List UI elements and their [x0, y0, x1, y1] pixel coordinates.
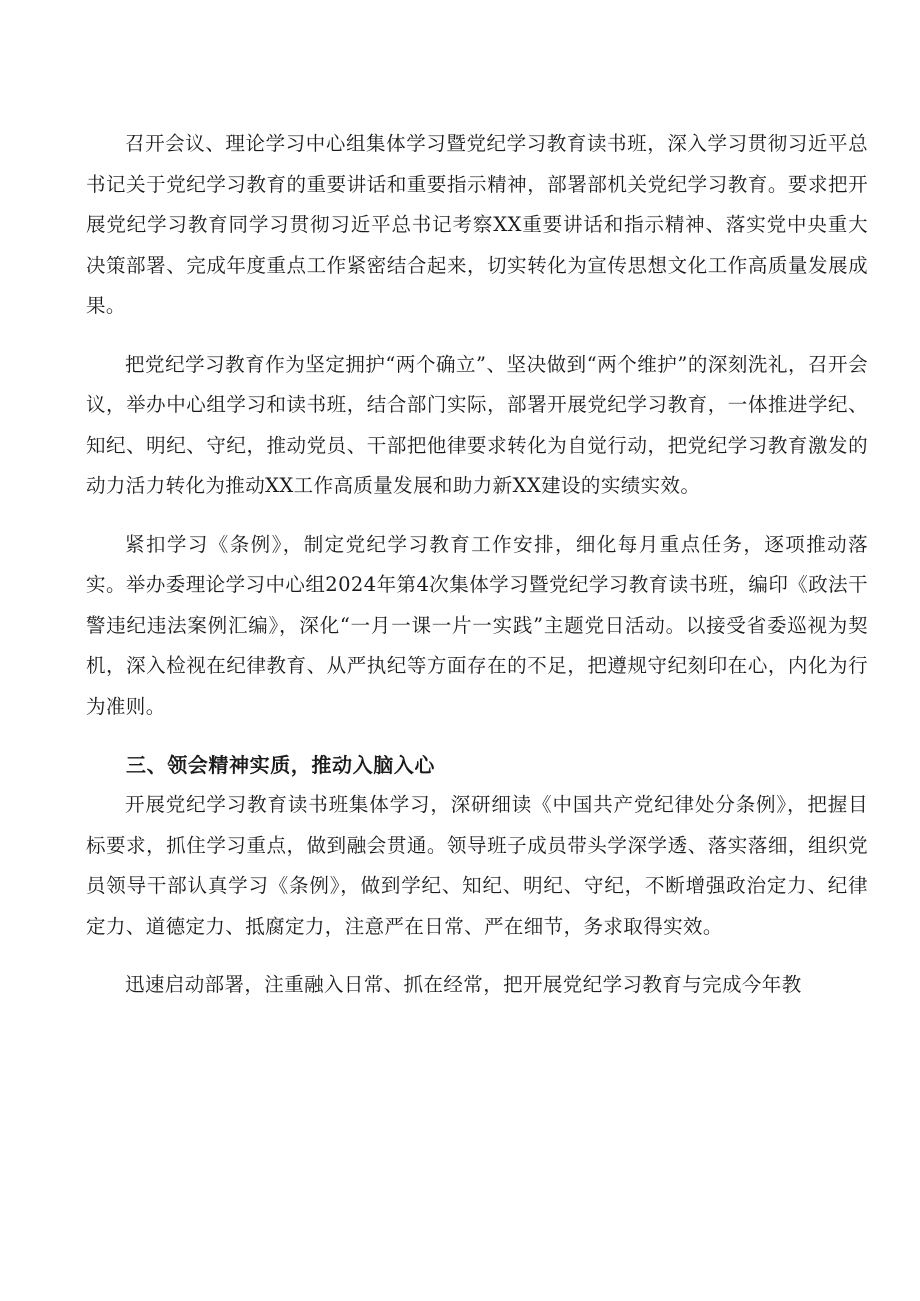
paragraph-2: 把党纪学习教育作为坚定拥护“两个确立”、坚决做到“两个维护”的深刻洗礼，召开会议，举办中心组学习和读书班，结合部门实际，部署开展党纪学习教育，一体推进学纪、知纪、明纪、守纪，推动党员、干部把他律要求转化为自觉行动，把党纪学习教育激发的动力活力转化为推动XX工作高质量发展和助力新XX建设的实绩实效。: [86, 352, 868, 497]
paragraph-3: 紧扣学习《条例》，制定党纪学习教育工作安排，细化每月重点任务，逐项推动落实。举办委理论学习中心组2024年第4次集体学习暨党纪学习教育读书班，编印《政法干警违纪违法案例汇编》，深化“一月一课一片一实践”主题党日活动。以接受省委巡视为契机，深入检视在纪律教育、从严执纪等方面存在的不足，把遵规守纪刻印在心，内化为行为准则。: [86, 532, 868, 718]
section-heading: 三、领会精神实质，推动入脑入心: [126, 753, 435, 777]
paragraph-4: 开展党纪学习教育读书班集体学习，深研细读《中国共产党纪律处分条例》，把握目标要求，抓住学习重点，做到融会贯通。领导班子成员带头学深学透、落实落细，组织党员领导干部认真学习《条例》，做到学纪、知纪、明纪、守纪，不断增强政治定力、纪律定力、道德定力、抵腐定力，注意严在日常、严在细节，务求取得实效。: [86, 793, 868, 938]
document-body: [86, 124, 868, 1006]
paragraph-5: 迅速启动部署，注重融入日常、抓在经常，把开展党纪学习教育与完成今年教: [125, 973, 802, 996]
paragraph-1: 召开会议、理论学习中心组集体学习暨党纪学习教育读书班，深入学习贯彻习近平总书记关于党纪学习教育的重要讲话和重要指示精神，部署部机关党纪学习教育。要求把开展党纪学习教育同学习贯彻习近平总书记考察XX重要讲话和指示精神、落实党中央重大决策部署、完成年度重点工作紧密结合起来，切实转化为宣传思想文化工作高质量发展成果。: [86, 132, 868, 317]
